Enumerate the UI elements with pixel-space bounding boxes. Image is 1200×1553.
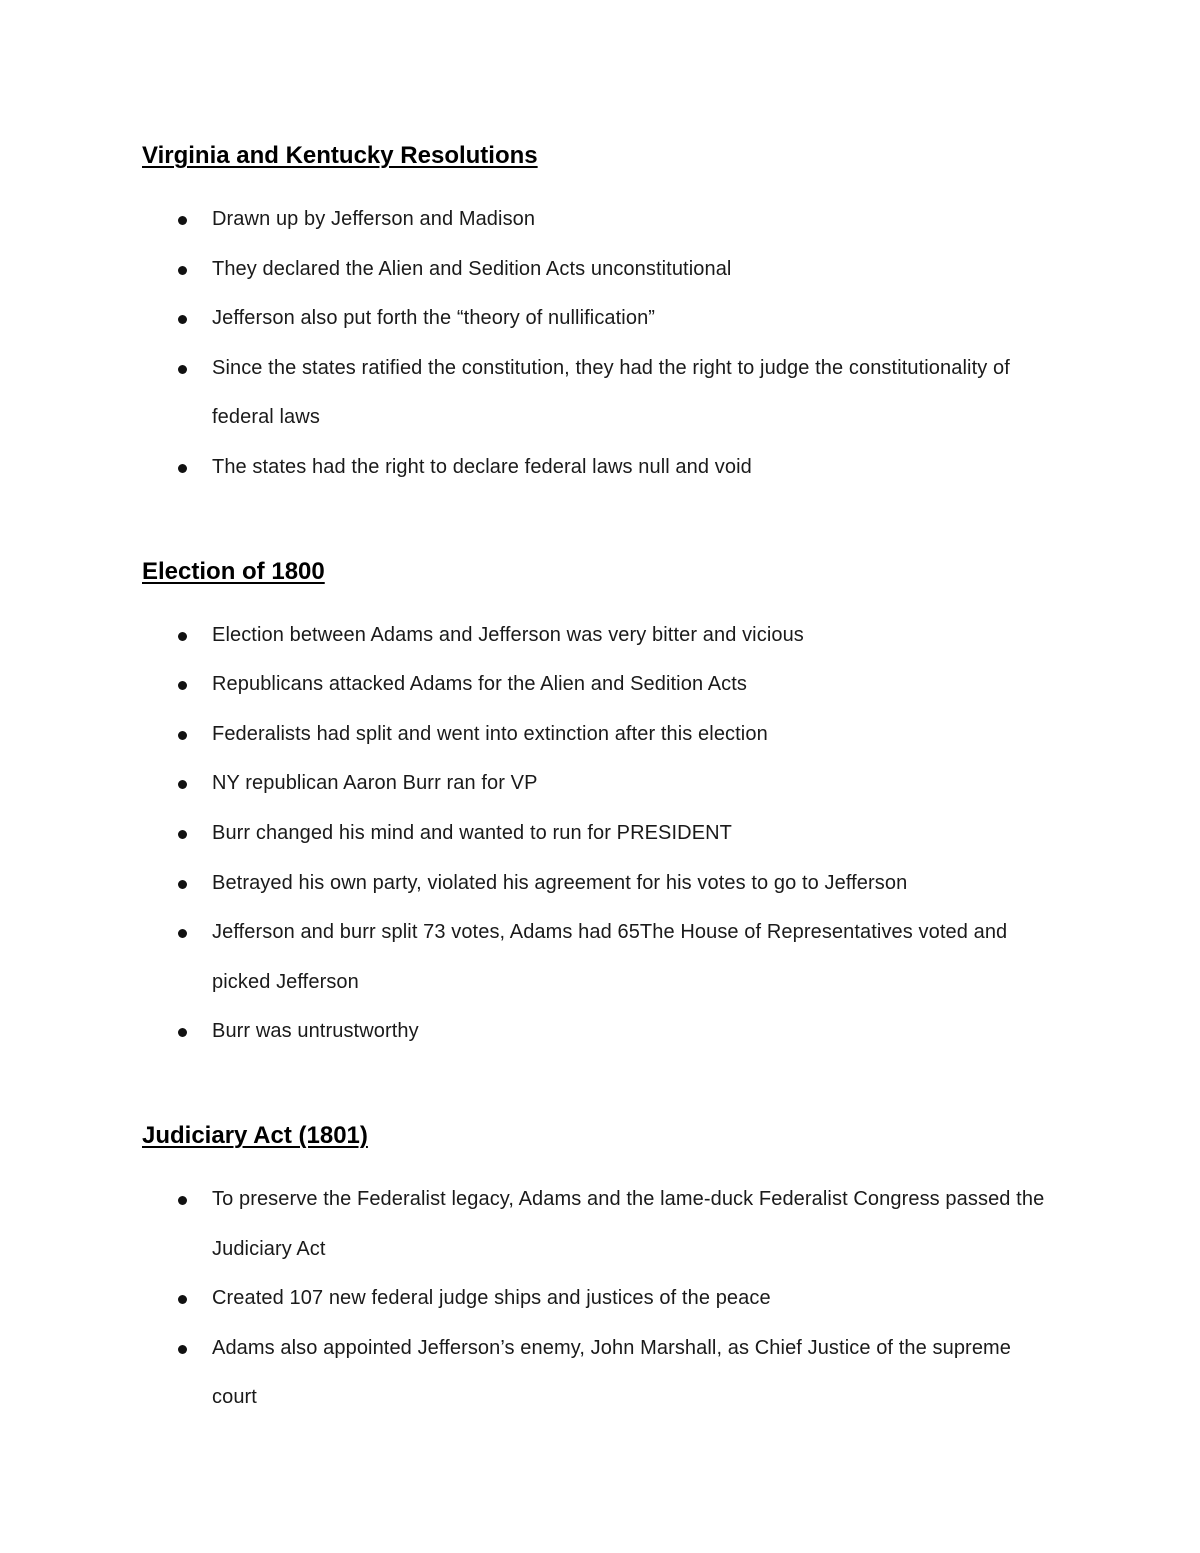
bullet-list (142, 1175, 1052, 1423)
list-item-text: Republicans attacked Adams for the Alien and Sedition Acts (212, 673, 748, 696)
list-item (142, 710, 1052, 760)
list-item (142, 1007, 1052, 1057)
bullet-icon (178, 731, 187, 740)
list-item (142, 660, 1052, 710)
list-item (142, 245, 1052, 295)
list-item-text: Adams also appointed Jefferson’s enemy, John Marshall, as Chief Justice of the supreme court (212, 1336, 1012, 1409)
list-item-text: Jefferson also put forth the “theory of nullification” (212, 307, 656, 330)
list-item (142, 344, 1052, 443)
section-election-1800 (142, 555, 1052, 1057)
list-item (142, 294, 1052, 344)
list-item (142, 195, 1052, 245)
bullet-icon (178, 1196, 187, 1205)
list-item-text: They declared the Alien and Sedition Acts unconstitutional (212, 257, 732, 280)
bullet-icon (178, 315, 187, 324)
bullet-icon (178, 464, 187, 473)
bullet-list (142, 195, 1052, 493)
list-item (142, 1324, 1052, 1423)
list-item (142, 809, 1052, 859)
list-item (142, 759, 1052, 809)
list-item-text: Drawn up by Jefferson and Madison (212, 208, 536, 230)
list-item-text: Election between Adams and Jefferson was very bitter and vicious (212, 623, 804, 646)
section-judiciary-act (142, 1119, 1052, 1423)
bullet-icon (178, 681, 187, 690)
list-item-text: Federalists had split and went into extinction after this election (212, 722, 768, 745)
bullet-icon (178, 880, 187, 889)
document-content (142, 139, 1052, 1423)
list-item-text: To preserve the Federalist legacy, Adams and the lame-duck Federalist Congress passed the Judiciary Act (212, 1187, 1045, 1260)
section-heading: Virginia and Kentucky Resolutions (142, 142, 538, 169)
section-heading: Judiciary Act (1801) (142, 1121, 368, 1149)
list-item-text: Jefferson and burr split 73 votes, Adams had 65The House of Representatives voted and picked Jefferson (212, 921, 1008, 993)
list-item (142, 1274, 1052, 1324)
bullet-icon (178, 632, 187, 641)
bullet-icon (178, 216, 187, 225)
list-item-text: NY republican Aaron Burr ran for VP (212, 772, 538, 795)
list-item (142, 443, 1052, 493)
bullet-icon (178, 1345, 187, 1354)
list-item (142, 859, 1052, 909)
section-virginia-kentucky (142, 139, 1052, 493)
section-heading: Election of 1800 (142, 557, 325, 585)
bullet-icon (178, 365, 187, 374)
list-item-text: Burr changed his mind and wanted to run for PRESIDENT (212, 821, 732, 844)
bullet-icon (178, 929, 187, 938)
list-item-text: Created 107 new federal judge ships and justices of the peace (212, 1287, 771, 1310)
list-item-text: Since the states ratified the constitution, they had the right to judge the constitutionality of federal laws (212, 356, 1010, 429)
list-item (142, 908, 1052, 1007)
list-item (142, 1175, 1052, 1274)
list-item (142, 611, 1052, 661)
bullet-icon (178, 830, 187, 839)
bullet-icon (178, 1295, 187, 1304)
list-item-text: The states had the right to declare federal laws null and void (212, 455, 752, 478)
bullet-icon (178, 266, 187, 275)
list-item-text: Betrayed his own party, violated his agreement for his votes to go to Jefferson (212, 871, 908, 894)
bullet-icon (178, 1028, 187, 1037)
list-item-text: Burr was untrustworthy (212, 1020, 419, 1043)
bullet-icon (178, 780, 187, 789)
bullet-list (142, 611, 1052, 1057)
